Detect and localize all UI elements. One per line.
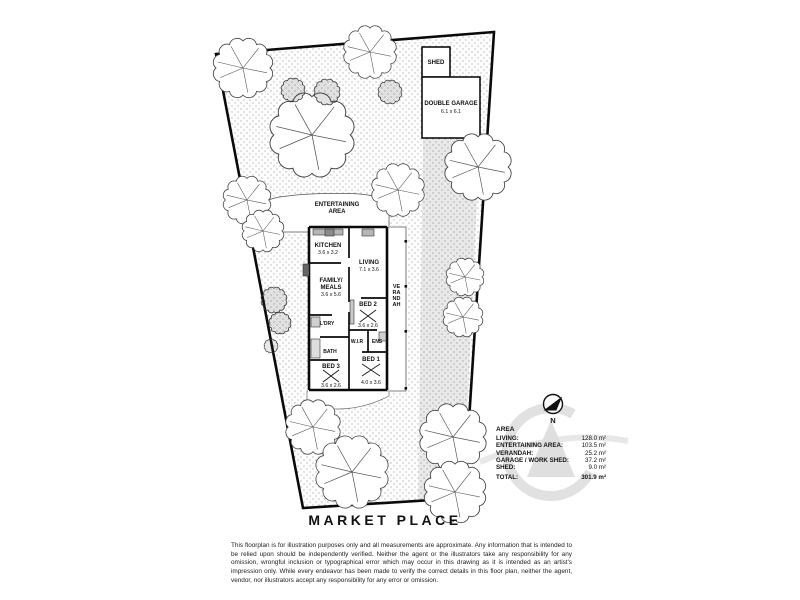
tree-icon <box>213 38 272 97</box>
area-row-total <box>496 474 606 481</box>
area-row-label: GARAGE / WORK SHED: <box>496 456 569 464</box>
shed-label: SHED <box>427 60 445 66</box>
area-row-living <box>496 435 606 442</box>
garage-label: DOUBLE GARAGE <box>424 101 478 107</box>
stove <box>325 229 334 236</box>
tree-icon <box>344 26 396 78</box>
bed2-robe <box>350 300 354 324</box>
area-row-value: 9.0 m² <box>588 464 606 472</box>
bush-icon <box>314 79 340 105</box>
tree-icon <box>420 404 486 470</box>
living-dims: 7.1 x 3.6 <box>359 267 379 273</box>
north-compass <box>544 395 563 426</box>
wir-label: W.I.R <box>350 339 364 345</box>
kitchen-dims: 3.6 x 3.2 <box>318 250 338 256</box>
area-row-value: 128.0 m² <box>581 435 606 443</box>
bed1-dims: 4.0 x 3.6 <box>361 380 381 386</box>
tree-icon <box>443 297 483 337</box>
tree-icon <box>372 164 424 216</box>
tree-icon <box>316 436 388 508</box>
garage-outline <box>422 77 480 138</box>
tree-icon <box>270 93 354 177</box>
bush-icon <box>281 78 305 102</box>
disclaimer-text: This floorplan is for illustration purposes only and all measurements are approximate. Any information that is intended to be relied upon should be independently verified. Neither the agent or the illustrators take any responsibility for any omission, wrongful inclusion or typographical error which may occur in this drawing as it is intended as an artist's impression only. While every endeavor has been made to verify the correct details in this floor plan, neither the agent, vendor, nor illustrators accept any responsibility for any error or omission. <box>231 542 572 584</box>
entertaining-label-1: ENTERTAINING <box>314 202 360 208</box>
family-label-2: MEALS <box>320 285 342 291</box>
area-row-value: 25.2 m² <box>585 449 606 457</box>
area-table-header: AREA <box>496 426 515 433</box>
ac-unit <box>303 264 309 276</box>
laundry-trough <box>311 317 320 327</box>
entertaining-label-2: AREA <box>328 209 346 215</box>
verandah-label: VERANDAH <box>392 284 401 309</box>
bed1-label: BED 1 <box>362 357 380 363</box>
bed2-dims: 3.6 x 2.6 <box>358 323 378 329</box>
area-row-entertaining <box>496 442 606 449</box>
tree-icon <box>446 258 484 296</box>
bath-label: BATH <box>323 349 337 355</box>
area-row-value: 103.5 m² <box>581 442 606 450</box>
ldry-label: L'DRY <box>319 321 335 327</box>
area-row-value: 37.2 m² <box>585 456 606 464</box>
bath-tub <box>311 339 320 358</box>
family-label-1: FAMILY/ <box>319 278 343 284</box>
living-cabinet <box>362 229 374 236</box>
bush-icon <box>378 80 402 104</box>
area-row-label: VERANDAH: <box>496 449 534 457</box>
area-row-shed <box>496 464 606 471</box>
page-title: MARKET PLACE <box>308 512 462 528</box>
bush-icon <box>264 339 278 353</box>
bed2-label: BED 2 <box>359 302 377 308</box>
garage-dims: 6.1 x 6.1 <box>441 109 461 115</box>
tree-icon <box>445 134 511 200</box>
area-row-label: ENTERTAINING AREA: <box>496 442 564 450</box>
bush-icon <box>269 312 291 334</box>
kitchen-label: KITCHEN <box>314 243 342 249</box>
living-label: LIVING <box>358 260 380 266</box>
area-row-label: LIVING: <box>496 435 519 443</box>
bed3-dims: 3.6 x 2.6 <box>321 383 341 389</box>
area-row-garage <box>496 457 606 464</box>
family-dims: 3.6 x 5.6 <box>321 292 341 298</box>
tree-icon <box>242 210 284 252</box>
area-row-label: TOTAL: <box>496 474 519 482</box>
ens-label: ENS <box>371 339 383 345</box>
area-row-verandah <box>496 450 606 457</box>
north-label: N <box>550 416 556 425</box>
area-row-label: SHED: <box>496 464 516 472</box>
area-row-value: 301.9 m² <box>581 474 606 482</box>
bush-icon <box>261 287 287 313</box>
area-table <box>496 426 606 481</box>
bed3-label: BED 3 <box>322 364 340 370</box>
